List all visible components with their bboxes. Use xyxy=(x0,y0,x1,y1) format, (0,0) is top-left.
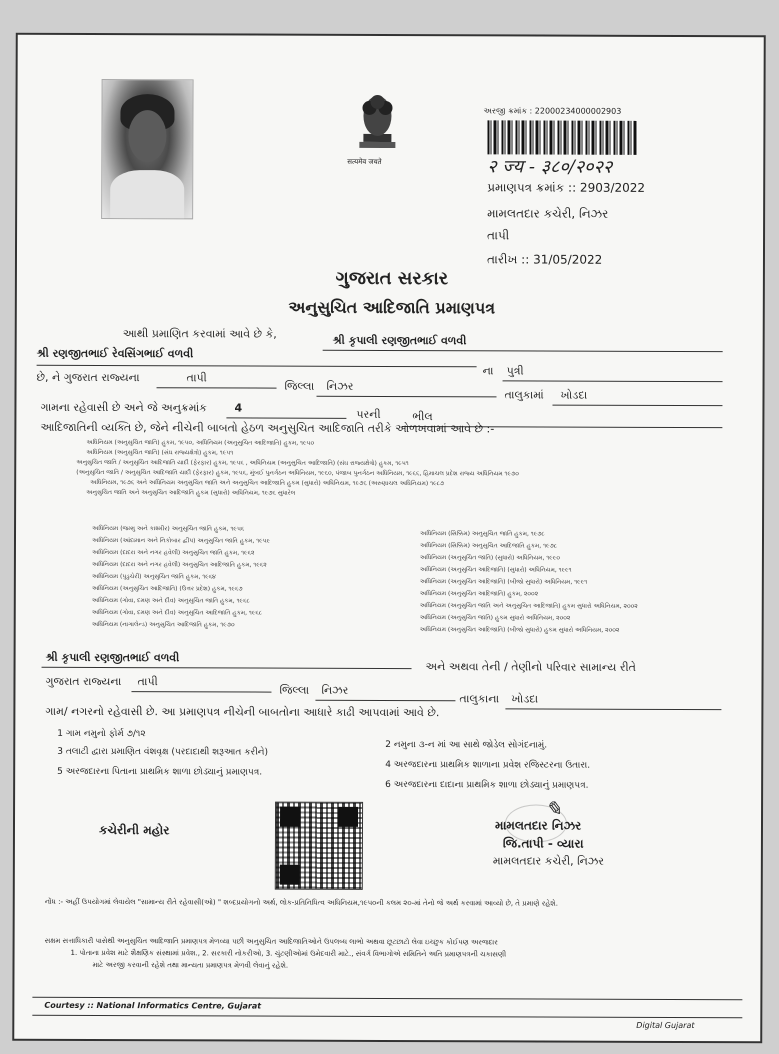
national-emblem-icon xyxy=(349,86,405,152)
document-item: 4 અરજદારના પ્રાથમિક શાળાના પ્રવેશ રજિસ્ટરના ઉતારા. xyxy=(385,759,591,771)
district-label: જિલ્લા xyxy=(284,379,315,393)
tribe-statement: આદિજાતિની વ્યક્તિ છે, જેને નીચેની બાબતો હેઠળ અનુસુચિત આદિજાતિ તરીકે ઓળખવામાં આવે છે :- xyxy=(40,420,495,436)
parent-name: શ્રી રણજીતભાઈ રેવસિંગભાઈ વળવી xyxy=(36,346,194,361)
taluka-value: ખોડદા xyxy=(560,388,588,402)
district-value-2: નિઝર xyxy=(321,683,349,697)
government-title: ગુજરાત સરકાર xyxy=(335,267,449,290)
relation: પુત્રી xyxy=(506,364,524,378)
signatory-sub: જિ.તાપી - વ્યારા xyxy=(502,836,584,851)
certify-label: આથી પ્રમાણિત કરવામાં આવે છે કે, xyxy=(122,327,277,341)
scheduled-tribes-orders: અધિનિયમ (અનુસુચિત જાતિ) હુકમ, ૧૯૫૦, અધિનિયમ (અનુસુચિત આદિજાતિ) હુકમ, ૧૯૫૦ અધિનિયમ (અનુસુચિત જાતિ) (સંઘ રાજ્યક્ષેત્રો) હુકમ, ૧૯૫૧ અનુસુચિત જાતિ / અનુસુચિત આદિજાતિ યાદી (ફેરફાર) હુકમ, ૧૯૫૬ , અધિનિયમ (અનુસુચિત આદિજાતિ) (સંઘ રાજ્યક્ષેત્રો) હુકમ, ૧૯૫૧ (અનુસુચિત જાતિ / અનુસુચિત આદિજાતિ યાદી (ફેરફાર) હુકમ, ૧૯૫૬, મુંબઈ પુનર્ગઠન અધિનિયમ, ૧૯૬૦, પંજાબ પુનર્ગઠન અધિનિયમ, ૧૯૬૬, હિમાચલ પ્રદેશ રાજ્ય અધિનિયમ ૧૯૭૦ અધિનિયમ, ૧૯૭૬ અને અધિનિયમ અનુસુચિત જાતિ અને અનુસુચિત આદિજાતિ હુકમ (સુધારો) અધિનિયમ, ૧૯૭૬ (અરુણાચલ અધિનિયમ) ૧૯૮૭ અનુસુચિત જાતિ અને અનુસુચિત આદિજાતિ હુકમ (સુધારો) અધિનિયમ, ૧૯૭૬ સુધારેલ અધિનિયમ (જમ્મુ અને કાશ્મીર) અનુસુચિત જાતિ હુકમ, ૧૯૫૬ અધિનિયમ (આંદામાન અને નિકોબાર દ્વીપ) અનુસુચિત જાતિ હુકમ, ૧૯૫૯ અધિનિયમ (દાદરા અને નગર હવેલી) અનુસુચિત જાતિ હુકમ, ૧૯૬૨ અધિનિયમ (દાદરા અને નગર હવેલી) અનુસુચિત આદિજાતિ હુકમ, ૧૯૬૨ અધિનિયમ (પુડુચેરી) અનુસુચિત જાતિ હુકમ, ૧૯૬૪ અધિનિયમ (અનુસુચિત આદિજાતિ) (ઉત્તર પ્રદેશ) હુકમ, ૧૯૬૭ અધિનિયમ (ગોવા, દમણ અને દીવ) અનુસુચિત જાતિ હુકમ, ૧૯૬૮ અધિનિયમ (ગોવા, દમણ અને દીવ) અનુસુચિત આદિજાતિ હુકમ, ૧૯૬૮ અધિનિયમ (નાગાલેન્ડ) અનુસુચિત આદિજાતિ હુકમ, ૧૯૭૦ અધિનિયમ (સિક્કિમ) અનુસુચિત જાતિ હુકમ, ૧૯૭૮ અધિનિયમ (સિક્કિમ) અનુસુચિત આદિજાતિ હુકમ, ૧૯૭૮ અધિનિયમ (અનુસુચિત જાતિ) (સુધારો) અધિનિયમ, ૧૯૯૦ અધિનિયમ (અનુસુચિત આદિજાતિ) (સુધારો) અધિનિયમ, ૧૯૯૧ અધિનિયમ (અનુસુચિત આદિજાતિ) (બીજો સુધારો) અધિનિયમ, ૧૯૯૧ અધિનિયમ (અનુસુચિત આદિજાતિ) હુકમ, ૨૦૦૨ અધિનિયમ (અનુસુચિત જાતિ અને અનુસુચિત આદિજાતિ) હુકમ સુધારો અધિનિયમ, ૨૦૦૨ અધિનિયમ (અનુસુચિત જાતિ) હુકમ સુધારો અધિનિયમ, ૨૦૦૨ અધિનિયમ (અનુસુચિત આદિજાતિ) (બીજો સુધારો) હુકમ સુધારો અધિનિયમ, ૨૦૦૨ xyxy=(76,438,638,634)
resident-prefix: છે, ને ગુજરાત રાજ્યના xyxy=(36,370,140,385)
taluka-label-2: તાલુકાના xyxy=(459,692,500,706)
state-prefix: ગુજરાત રાજ્યના xyxy=(45,674,122,689)
barcode xyxy=(487,120,637,155)
qr-code xyxy=(275,802,363,890)
footer-para-2: 1. પોતાના પ્રવેશ માટે શૈક્ષણિક સંસ્થામાં પ્રવેશ., 2. સરકારી નોકરીઓ, 3. ચુંટણીઓમાં ઉમેદવારી માટે., સંવર્ગ વિભાગોએ સમિતિને અતિ પ્રમાણપત્રની ચકાસણી xyxy=(70,948,507,959)
taluka-value-2: ખોડદા xyxy=(511,692,539,706)
district-value: તાપી xyxy=(186,371,207,385)
document-item: 3 તલાટી દ્વારા પ્રમાણિત વંશવૃક્ષ (પરદાદાથી શરૂઆત કરીને) xyxy=(57,746,269,758)
emblem-caption: सत्यमेव जयते xyxy=(347,157,382,166)
office-seal-label: કચેરીની મહોર xyxy=(98,822,170,838)
courtesy-text: Courtesy :: National Informatics Centre, Gujarat xyxy=(44,1000,262,1011)
certificate-page xyxy=(12,33,766,1044)
serial-number: 4 xyxy=(234,401,243,415)
family-text: અને અથવા તેની / તેણીનો પરિવાર સામાન્ય રીતે xyxy=(425,660,637,674)
issuing-district: તાપી xyxy=(487,228,510,243)
document-item: 1 ગામ નમુનો ફોર્મ ૭/૧૨ xyxy=(57,728,146,740)
district2-value: નિઝર xyxy=(326,379,354,393)
issuing-office: મામલતદાર કચેરી, નિઝર xyxy=(487,206,609,221)
document-item: 5 અરજદારના પિતાના પ્રાથમિક શાળા છોડ્યાનું પ્રમાણપત્ર. xyxy=(57,766,263,778)
signature-icon: ✎ xyxy=(545,796,562,821)
footer-para-1: સક્ષમ સત્તાધિકારી પાસેથી અનુસુચિત આદિજાતિ પ્રમાણપત્ર મેળવ્યા પછી અનુસુચિત આદિજાતિઓને ઉપલબ્ધ લાભો અથવા છૂટછાટો લેવા ઇચ્છુક કોઈપણ અરજદાર xyxy=(44,936,498,947)
na-label: ના xyxy=(482,364,494,378)
footer-para-3: માટે અરજી કરવાની રહેશે તથા માન્યતા પ્રમાણપત્ર મેળવી લેવાનું રહેશે. xyxy=(92,960,289,970)
holder-name: શ્રી કૃપાલી રણજીતભાઈ વળવી xyxy=(332,333,467,348)
state-district: તાપી xyxy=(137,675,158,689)
signatory-title: મામલતદાર નિઝર xyxy=(494,818,582,833)
handwritten-number: २ ज्य - ३८०/२०२२ xyxy=(487,156,613,178)
tribe-name: ભીલ xyxy=(412,410,433,424)
certificate-number: પ્રમાણપત્ર ક્રમાંક :: 2903/2022 xyxy=(487,180,646,195)
digital-gujarat-text: Digital Gujarat xyxy=(636,1020,695,1031)
application-number: અરજી ક્રમાંક : 22000234000002903 xyxy=(483,106,622,116)
document-item: 2 નમુના ૩-ન માં આ સાથે જોડેલ સોગંદનામું. xyxy=(385,739,548,751)
certificate-title: અનુસુચિત આદિજાતિ પ્રમાણપત્ર xyxy=(288,297,496,318)
issue-date: તારીખ :: 31/05/2022 xyxy=(486,252,603,267)
district-label-2: જિલ્લા xyxy=(279,683,310,697)
signatory-office: મામલતદાર કચેરી, નિઝર xyxy=(492,854,605,868)
taluka-label: તાલુકામાં xyxy=(504,388,544,402)
holder-name-repeat: શ્રી કૃપાલી રણજીતભાઈ વળવી xyxy=(45,650,180,665)
footer-note: નોંધ :- અહીં ઉપયોગમાં લેવાયેલ "સામાન્ય રીતે રહેવાસી(ઓ) " શબ્દપ્રયોગનો અર્થ, લોક-પ્રતિનિધિત્વ અધિનિયમ,૧૯૫૦ની કલમ ૨૦-માં તેનો જે અર્થ કરવામાં આવ્યો છે, તે પ્રમાણે રહેશે. xyxy=(44,897,558,908)
village-prefix: ગામના રહેવાસી છે અને જે અનુક્રમાંક xyxy=(40,400,207,415)
applicant-photo xyxy=(101,79,193,219)
document-item: 6 અરજદારના દાદાના પ્રાથમિક શાળા છોડ્યાનું પ્રમાણપત્ર. xyxy=(385,779,589,791)
parni-label: પરની xyxy=(356,407,381,421)
issue-statement: ગામ/ નગરનો રહેવાસી છે. આ પ્રમાણપત્ર નીચેની બાબતોના આધારે કાઢી આપવામાં આવે છે. xyxy=(45,704,440,720)
